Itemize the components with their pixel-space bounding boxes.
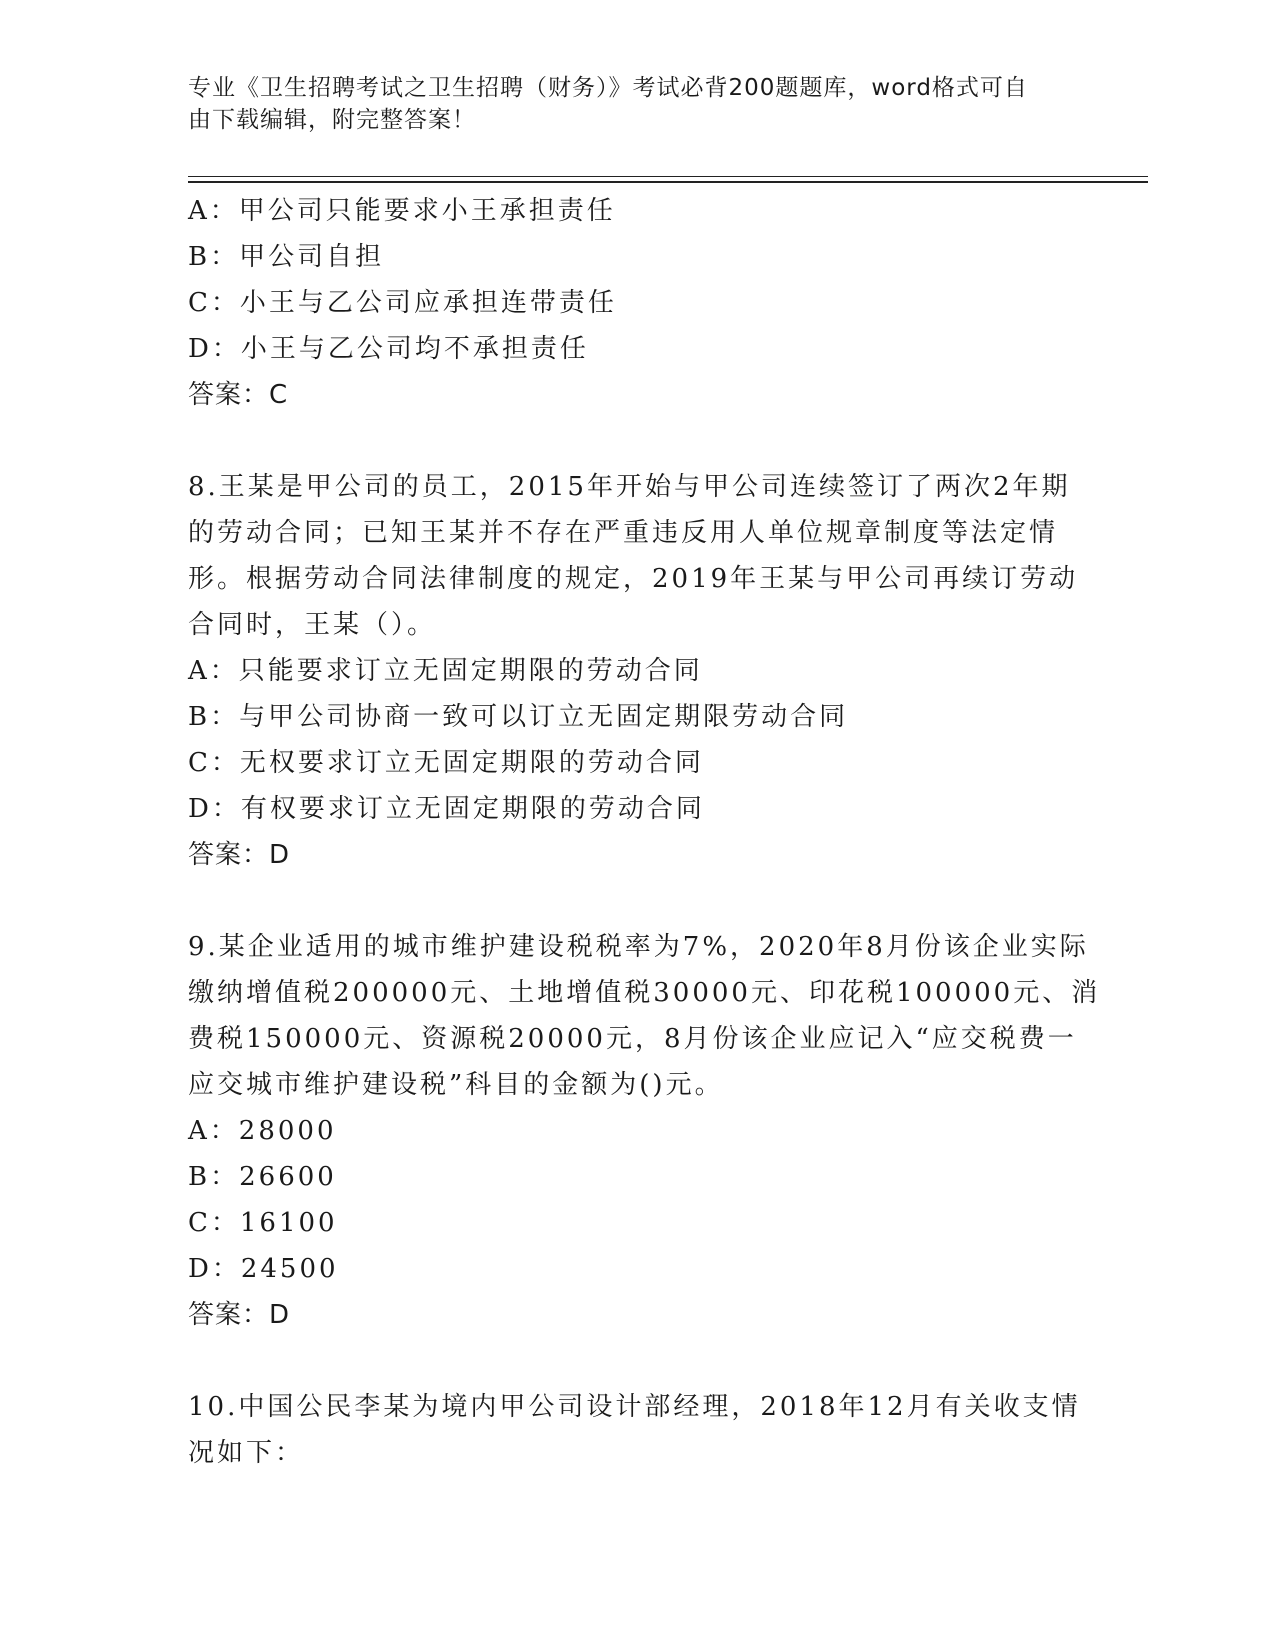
option-a: A：只能要求订立无固定期限的劳动合同 [188, 656, 703, 686]
header-line-1: 专业《卫生招聘考试之卫生招聘（财务）》考试必背200题题库，word格式可自 [188, 75, 1028, 101]
question-stem-line: 9.某企业适用的城市维护建设税税率为7%，2020年8月份该企业实际 [188, 932, 1089, 962]
option-a: A：甲公司只能要求小王承担责任 [188, 196, 616, 226]
document-body [188, 188, 1101, 1476]
question-stem-line: 10.中国公民李某为境内甲公司设计部经理，2018年12月有关收支情 [188, 1392, 1081, 1422]
option-c: C：16100 [188, 1208, 338, 1238]
question-stem-line: 的劳动合同；已知王某并不存在严重违反用人单位规章制度等法定情 [188, 518, 1059, 548]
answer-line: 答案：C [188, 380, 289, 410]
option-a: A：28000 [188, 1116, 337, 1146]
question-stem-line: 费税150000元、资源税20000元，8月份该企业应记入“应交税费一 [188, 1024, 1077, 1054]
header-rule-thin [188, 176, 1148, 177]
answer-line: 答案：D [188, 1300, 291, 1330]
question-9 [188, 924, 1101, 1338]
option-b: B：26600 [188, 1162, 337, 1192]
spacer [188, 1338, 1088, 1384]
question-7 [188, 188, 1088, 418]
answer-line: 答案：D [188, 840, 291, 870]
spacer [188, 418, 1088, 464]
question-stem-line: 合同时，王某（）。 [188, 610, 437, 640]
option-c: C：小王与乙公司应承担连带责任 [188, 288, 617, 318]
option-c: C：无权要求订立无固定期限的劳动合同 [188, 748, 704, 778]
question-stem-line: 应交城市维护建设税”科目的金额为()元。 [188, 1070, 724, 1100]
option-b: B：甲公司自担 [188, 242, 385, 272]
option-d: D：小王与乙公司均不承担责任 [188, 334, 589, 364]
question-stem-line: 况如下： [188, 1438, 305, 1468]
question-stem-line: 8.王某是甲公司的员工，2015年开始与甲公司连续签订了两次2年期 [188, 472, 1071, 502]
option-d: D：24500 [188, 1254, 339, 1284]
spacer [188, 878, 1088, 924]
document-header [188, 72, 1068, 136]
option-d: D：有权要求订立无固定期限的劳动合同 [188, 794, 705, 824]
question-stem-line: 形。根据劳动合同法律制度的规定，2019年王某与甲公司再续订劳动 [188, 564, 1079, 594]
option-b: B：与甲公司协商一致可以订立无固定期限劳动合同 [188, 702, 849, 732]
question-10 [188, 1384, 1088, 1476]
header-line-2: 由下载编辑，附完整答案！ [188, 107, 476, 133]
header-rule-thick [188, 181, 1148, 183]
question-8 [188, 464, 1088, 878]
question-stem-line: 缴纳增值税200000元、土地增值税30000元、印花税100000元、消 [188, 978, 1101, 1008]
